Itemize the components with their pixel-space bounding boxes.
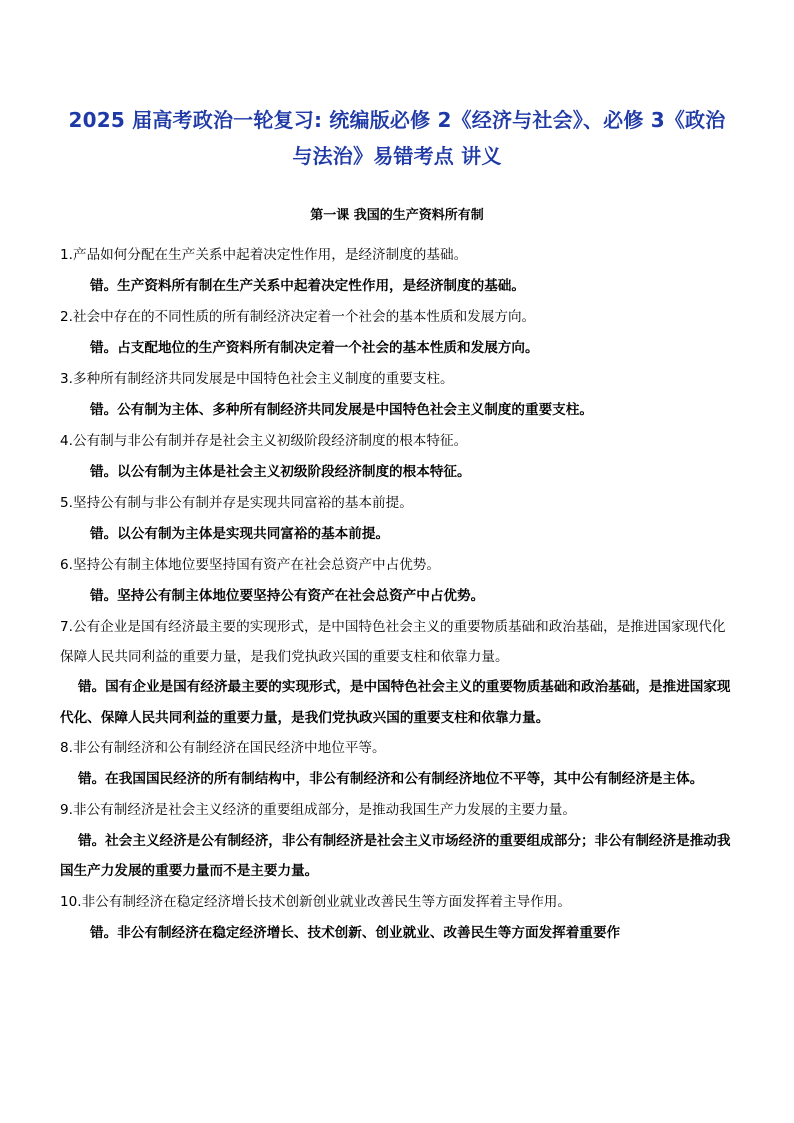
answer-text: 错。非公有制经济在稳定经济增长、技术创新、创业就业、改善民生等方面发挥着重要作 (90, 924, 621, 941)
answer-text: 错。以公有制为主体是社会主义初级阶段经济制度的根本特征。 (90, 464, 471, 480)
question-text: 1.产品如何分配在生产关系中起着决定性作用，是经济制度的基础。 (60, 247, 468, 263)
document-title: 2025 届高考政治一轮复习: 统编版必修 2《经济与社会》、必修 3《政治与法治》易错考点 讲义 (68, 108, 726, 168)
answer-text: 错。以公有制为主体是实现共同富裕的基本前提。 (90, 526, 390, 542)
answer-text: 错。占支配地位的生产资料所有制决定着一个社会的基本性质和发展方向。 (90, 340, 539, 356)
answer-text: 错。生产资料所有制在生产关系中起着决定性作用，是经济制度的基础。 (90, 278, 525, 294)
answer-text: 错。坚持公有制主体地位要坚持公有资产在社会总资产中占优势。 (90, 588, 485, 604)
question-text: 9.非公有制经济是社会主义经济的重要组成部分，是推动我国生产力发展的主要力量。 (60, 801, 576, 818)
question-text: 6.坚持公有制主体地位要坚持国有资产在社会总资产中占优势。 (60, 557, 440, 573)
answer-text: 错。社会主义经济是公有制经济，非公有制经济是社会主义市场经济的重要组成部分；非公有制经济是推动我国生产力发展的重要力量而不是主要力量。 (60, 832, 731, 879)
question-text: 10.非公有制经济在稳定经济增长技术创新创业就业改善民生等方面发挥着主导作用。 (60, 893, 571, 910)
answer-text: 错。公有制为主体、多种所有制经济共同发展是中国特色社会主义制度的重要支柱。 (90, 402, 593, 418)
question-list (60, 240, 732, 949)
answer-text: 错。在我国国民经济的所有制结构中，非公有制经济和公有制经济地位不平等，其中公有制经济是主体。 (78, 771, 704, 787)
answer-text: 错。国有企业是国有经济最主要的实现形式，是中国特色社会主义的重要物质基础和政治基础，是推进国家现代化、保障人民共同利益的重要力量，是我们党执政兴国的重要支柱和依靠力量。 (60, 679, 731, 726)
lesson-heading: 第一课 我国的生产资料所有制 (310, 208, 484, 223)
question-text: 2.社会中存在的不同性质的所有制经济决定着一个社会的基本性质和发展方向。 (60, 309, 536, 325)
question-text: 7.公有企业是国有经济最主要的实现形式，是中国特色社会主义的重要物质基础和政治基础，是推进国家现代化保障人民共同利益的重要力量，是我们党执政兴国的重要支柱和依靠力量。 (60, 619, 726, 665)
question-text: 8.非公有制经济和公有制经济在国民经济中地位平等。 (60, 740, 386, 756)
question-text: 4.公有制与非公有制并存是社会主义初级阶段经济制度的根本特征。 (60, 433, 468, 449)
question-text: 5.坚持公有制与非公有制并存是实现共同富裕的基本前提。 (60, 495, 413, 511)
question-text: 3.多种所有制经济共同发展是中国特色社会主义制度的重要支柱。 (60, 371, 454, 387)
